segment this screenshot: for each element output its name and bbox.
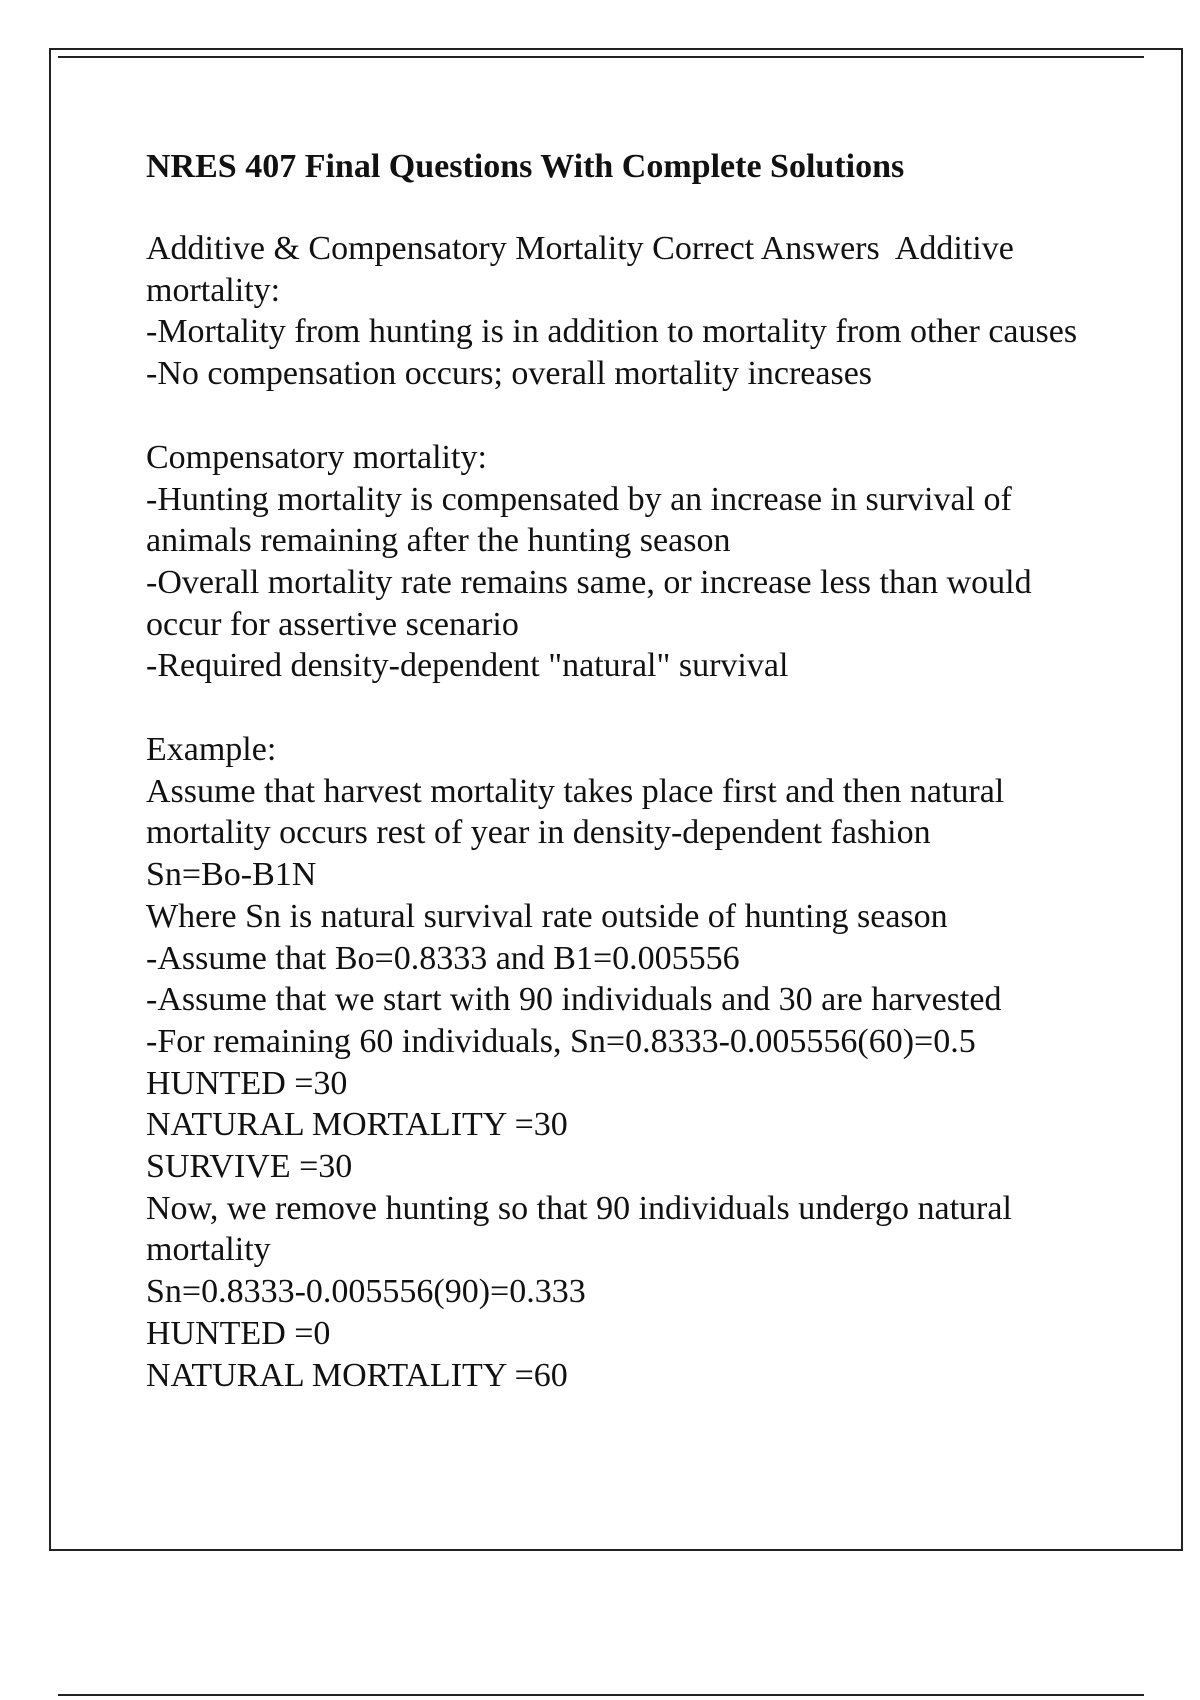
paragraph-line: Sn=Bo-B1N xyxy=(146,856,317,894)
title-spacer xyxy=(146,188,1106,228)
paragraph-line: NATURAL MORTALITY =60 xyxy=(146,1356,568,1394)
paragraph-line: Now, we remove hunting so that 90 individuals undergo natural mortality xyxy=(146,1189,1021,1269)
paragraph-line: -Required density-dependent "natural" survival xyxy=(146,647,789,685)
section-example xyxy=(146,729,1106,1396)
paragraph-line: -For remaining 60 individuals, Sn=0.8333-0.005556(60)=0.5 xyxy=(146,1022,976,1060)
block-spacer xyxy=(146,687,1106,729)
footer-rule xyxy=(58,1694,1144,1696)
paragraph-line: Example: xyxy=(146,731,277,769)
paragraph-line: -Mortality from hunting is in addition to mortality from other causes xyxy=(146,313,1078,351)
paragraph-line: HUNTED =0 xyxy=(146,1314,331,1352)
paragraph-line: Assume that harvest mortality takes place first and then natural mortality occurs rest of year in density-dependent fashion xyxy=(146,772,1013,852)
paragraph-line: SURVIVE =30 xyxy=(146,1148,353,1186)
paragraph-line: Additive & Compensatory Mortality Correct Answers Additive mortality: xyxy=(146,230,1023,309)
paragraph-line: Sn=0.8333-0.005556(90)=0.333 xyxy=(146,1273,586,1311)
paragraph-line: Compensatory mortality: xyxy=(146,438,487,476)
paragraph-line: -Assume that we start with 90 individuals and 30 are harvested xyxy=(146,981,1002,1019)
paragraph-line: HUNTED =30 xyxy=(146,1064,348,1102)
section-compensatory-mortality xyxy=(146,437,1106,687)
section-additive-mortality xyxy=(146,228,1106,395)
paragraph-line: -Assume that Bo=0.8333 and B1=0.005556 xyxy=(146,939,740,977)
paragraph-line: NATURAL MORTALITY =30 xyxy=(146,1106,568,1144)
document-title: NRES 407 Final Questions With Complete Solutions xyxy=(146,148,905,185)
paragraph-line: -Overall mortality rate remains same, or increase less than would occur for assertive scenario xyxy=(146,563,1041,643)
header-rule xyxy=(58,56,1144,58)
paragraph-line: -No compensation occurs; overall mortality increases xyxy=(146,355,873,393)
paragraph-line: -Hunting mortality is compensated by an increase in survival of animals remaining after the hunting season xyxy=(146,480,1021,560)
paragraph-line: Where Sn is natural survival rate outside of hunting season xyxy=(146,897,948,935)
document-body xyxy=(146,146,1106,1396)
block-spacer xyxy=(146,395,1106,437)
